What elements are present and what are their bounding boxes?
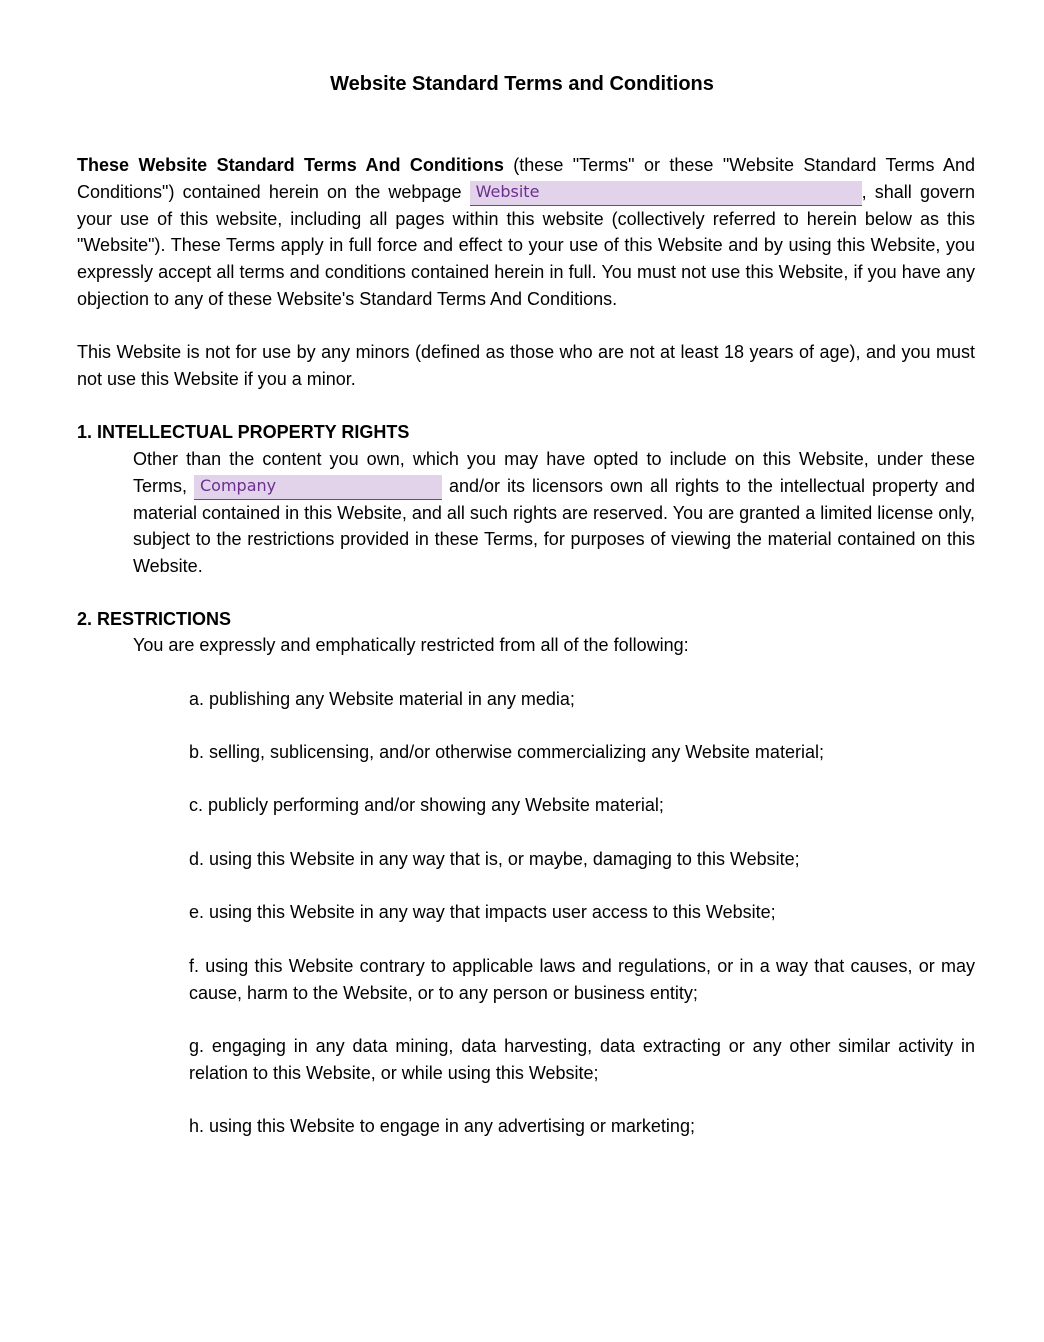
list-item: h. using this Website to engage in any advertising or marketing; (189, 1116, 695, 1136)
intro-bold-lead: These Website Standard Terms And Conditions (77, 155, 504, 175)
company-field[interactable]: Company (194, 475, 442, 500)
document-title: Website Standard Terms and Conditions (330, 73, 714, 95)
list-item: g. engaging in any data mining, data harvesting, data extracting or any other similar activity in relation to this Website, or while using this Website; (189, 1036, 975, 1083)
list-item: f. using this Website contrary to applicable laws and regulations, or in a way that causes, or may cause, harm to the Website, or to any person or business entity; (189, 956, 975, 1003)
list-item: c. publicly performing and/or showing any Website material; (189, 795, 664, 815)
minors-paragraph: This Website is not for use by any minors (defined as those who are not at least 18 years of age), and you must not use this Website if you a minor. (77, 342, 975, 389)
intro-text-after: , shall govern your use of this website, including all pages within this website (collectively referred to herein below as this "Website"). These Terms apply in full force and effect to your use of this Website and by using this Website, you expressly accept all terms and conditions contained herein in full. You must not use this Website, if you have any objection to any of these Website's Standard Terms And Conditions. (77, 181, 976, 309)
section1-paragraph (133, 446, 975, 580)
list-item: a. publishing any Website material in any media; (189, 689, 575, 709)
section1-heading: 1. INTELLECTUAL PROPERTY RIGHTS (77, 422, 410, 442)
list-item: d. using this Website in any way that is, or maybe, damaging to this Website; (189, 849, 800, 869)
section1-text-before: Other than the content you own, which you may have opted to include on this Website, under these Terms, (133, 449, 975, 496)
intro-paragraph (77, 152, 975, 313)
list-item: b. selling, sublicensing, and/or otherwise commercializing any Website material; (189, 742, 824, 762)
website-field[interactable]: Website (470, 181, 862, 206)
intro-text-before: (these "Terms" or these "Website Standard Terms And Conditions") contained herein on the webpage (77, 155, 976, 202)
section2-intro: You are expressly and emphatically restricted from all of the following: (133, 635, 689, 655)
list-item: e. using this Website in any way that impacts user access to this Website; (189, 902, 776, 922)
section2-heading: 2. RESTRICTIONS (77, 609, 232, 629)
section1-text-after: and/or its licensors own all rights to the intellectual property and material contained in this Website, and all such rights are reserved. You are granted a limited license only, subject to the restrictions provided in these Terms, for purposes of viewing the material contained on this Website. (133, 475, 975, 577)
